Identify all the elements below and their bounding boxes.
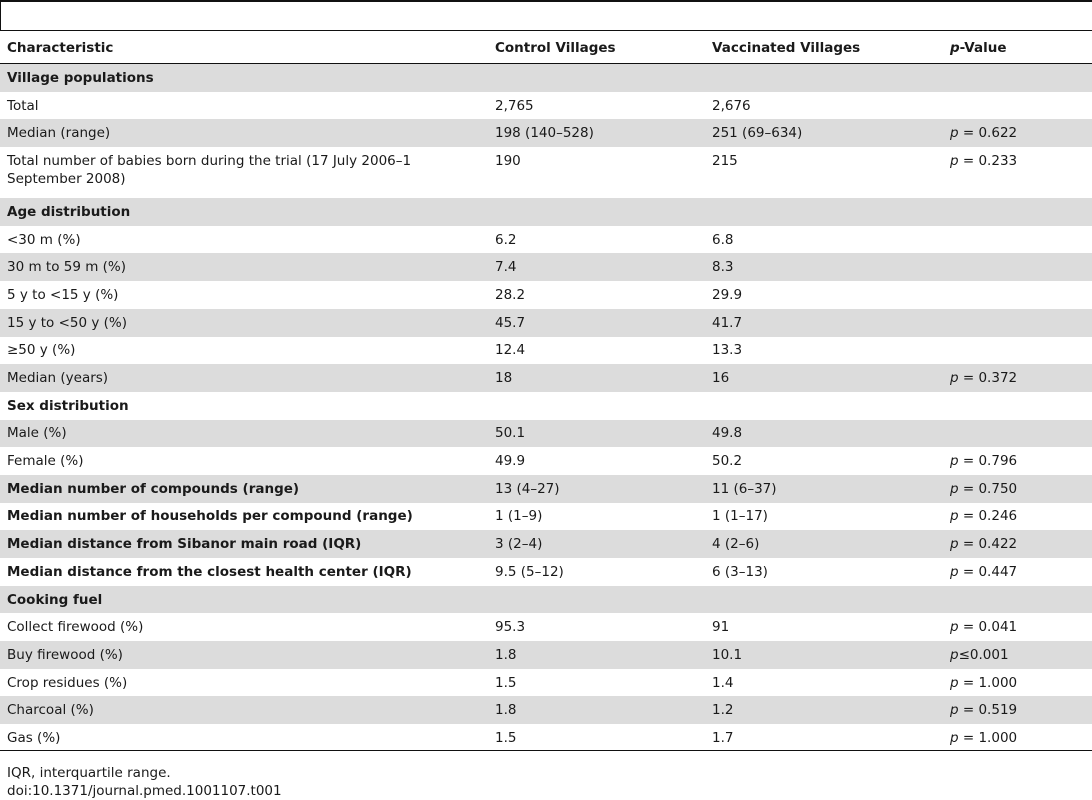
control-cell: 95.3 xyxy=(495,619,526,636)
p-value-cell: p = 0.246 xyxy=(950,508,1018,525)
p-value-cell xyxy=(943,198,1092,226)
table-row xyxy=(0,641,1092,669)
vaccinated-cell: 4 (2–6) xyxy=(705,530,943,558)
control-cell: 1.8 xyxy=(488,696,705,724)
characteristic-cell: Sex distribution xyxy=(7,397,129,414)
table-row xyxy=(0,119,1092,147)
p-value-cell: p = 0.372 xyxy=(943,364,1092,392)
control-cell: 6.2 xyxy=(495,231,517,248)
top-rule xyxy=(0,0,1092,2)
vaccinated-cell: 6 (3–13) xyxy=(712,563,768,580)
vaccinated-cell xyxy=(705,392,943,420)
vaccinated-cell: 1 (1–17) xyxy=(712,508,768,525)
table-row xyxy=(0,530,1092,558)
table-row xyxy=(0,420,1092,448)
characteristic-cell: Median distance from Sibanor main road (IQR) xyxy=(0,530,488,558)
control-cell: 45.7 xyxy=(488,309,705,337)
vaccinated-cell: 2,676 xyxy=(712,97,751,114)
section-row xyxy=(0,64,1092,92)
characteristic-cell: 30 m to 59 m (%) xyxy=(0,253,488,281)
control-cell: 18 xyxy=(488,364,705,392)
vaccinated-cell: 1.7 xyxy=(712,729,734,746)
characteristic-cell: 5 y to <15 y (%) xyxy=(7,286,119,303)
bottom-rule xyxy=(0,750,1092,751)
characteristic-cell: <30 m (%) xyxy=(7,231,81,248)
control-cell xyxy=(488,198,705,226)
p-value-cell: p = 0.750 xyxy=(943,475,1092,503)
table-row xyxy=(0,447,1092,475)
header-top-rule xyxy=(0,30,1092,31)
p-value-cell: p = 1.000 xyxy=(950,729,1018,746)
doi-label: doi:10.1371/journal.pmed.1001107.t001 xyxy=(7,783,282,799)
control-cell: 50.1 xyxy=(488,420,705,448)
p-value-cell: p≤0.001 xyxy=(943,641,1092,669)
control-cell xyxy=(488,392,705,420)
characteristic-cell: Median number of households per compound (range) xyxy=(7,508,413,525)
control-cell: 190 xyxy=(495,153,521,170)
header-control-villages: Control Villages xyxy=(488,33,705,64)
p-value-cell xyxy=(943,64,1092,92)
vaccinated-cell: 1.2 xyxy=(705,696,943,724)
characteristic-cell: Male (%) xyxy=(0,420,488,448)
control-cell xyxy=(488,64,705,92)
p-value-cell xyxy=(943,92,1092,120)
characteristic-cell: Cooking fuel xyxy=(0,586,488,614)
control-cell: 1.5 xyxy=(495,729,517,746)
p-value-cell: p = 0.233 xyxy=(950,153,1018,170)
p-value-cell: p = 0.041 xyxy=(950,619,1018,636)
table-row xyxy=(0,475,1092,503)
table-row xyxy=(0,253,1092,281)
p-value-cell xyxy=(943,337,1092,365)
table-row xyxy=(0,281,1092,309)
p-value-cell: p = 0.422 xyxy=(943,530,1092,558)
characteristic-cell: 15 y to <50 y (%) xyxy=(0,309,488,337)
table-row xyxy=(0,724,1092,752)
p-value-cell xyxy=(943,226,1092,254)
header-characteristic: Characteristic xyxy=(0,33,488,64)
characteristic-cell: Gas (%) xyxy=(7,729,61,746)
section-row xyxy=(0,586,1092,614)
p-value-cell xyxy=(943,586,1092,614)
vaccinated-cell: 8.3 xyxy=(705,253,943,281)
p-value-cell xyxy=(943,309,1092,337)
vaccinated-cell: 10.1 xyxy=(705,641,943,669)
characteristic-cell: Total number of babies born during the trial (17 July 2006–1 September 2008) xyxy=(7,153,412,188)
table-footnote: IQR, interquartile range. xyxy=(7,765,171,781)
characteristic-cell: Total xyxy=(7,97,39,114)
vaccinated-cell: 6.8 xyxy=(712,231,734,248)
vaccinated-cell: 215 xyxy=(712,153,738,170)
control-cell: 28.2 xyxy=(495,286,526,303)
table-row xyxy=(0,613,1092,641)
table-row xyxy=(0,226,1092,254)
characteristic-cell: Charcoal (%) xyxy=(0,696,488,724)
p-value-cell xyxy=(943,281,1092,309)
vaccinated-cell xyxy=(705,198,943,226)
p-value-cell: p = 0.622 xyxy=(943,119,1092,147)
characteristic-cell: Collect firewood (%) xyxy=(7,619,144,636)
table-body xyxy=(0,64,1092,752)
control-cell: 198 (140–528) xyxy=(488,119,705,147)
vaccinated-cell: 49.8 xyxy=(705,420,943,448)
p-value-cell: p = 0.519 xyxy=(943,696,1092,724)
control-cell: 1 (1–9) xyxy=(495,508,543,525)
vaccinated-cell xyxy=(705,64,943,92)
control-cell: 13 (4–27) xyxy=(488,475,705,503)
characteristic-cell: Female (%) xyxy=(7,453,84,470)
header-row xyxy=(0,33,1092,64)
characteristics-table xyxy=(0,33,1092,752)
header-p-value: p-Value xyxy=(943,33,1092,64)
vaccinated-cell: 50.2 xyxy=(712,453,743,470)
vaccinated-cell: 29.9 xyxy=(712,286,743,303)
control-cell: 12.4 xyxy=(495,342,526,359)
control-cell xyxy=(488,586,705,614)
vaccinated-cell: 41.7 xyxy=(705,309,943,337)
characteristic-cell: Age distribution xyxy=(0,198,488,226)
control-cell: 3 (2–4) xyxy=(488,530,705,558)
characteristic-cell: Buy firewood (%) xyxy=(0,641,488,669)
table-row xyxy=(0,558,1092,586)
characteristic-cell: Median number of compounds (range) xyxy=(0,475,488,503)
characteristic-cell: Crop residues (%) xyxy=(7,674,128,691)
characteristic-cell: Village populations xyxy=(0,64,488,92)
vaccinated-cell: 1.4 xyxy=(712,674,734,691)
control-cell: 49.9 xyxy=(495,453,526,470)
vaccinated-cell: 251 (69–634) xyxy=(705,119,943,147)
characteristic-cell: Median (range) xyxy=(0,119,488,147)
section-row xyxy=(0,392,1092,420)
table-row xyxy=(0,503,1092,531)
control-cell: 7.4 xyxy=(488,253,705,281)
characteristic-cell: Median distance from the closest health center (IQR) xyxy=(7,563,412,580)
control-cell: 1.8 xyxy=(488,641,705,669)
p-value-cell: p = 1.000 xyxy=(950,674,1018,691)
control-cell: 9.5 (5–12) xyxy=(495,563,564,580)
table-row xyxy=(0,92,1092,120)
vaccinated-cell xyxy=(705,586,943,614)
control-cell: 2,765 xyxy=(495,97,534,114)
vaccinated-cell: 91 xyxy=(712,619,730,636)
table-row xyxy=(0,669,1092,697)
control-cell: 1.5 xyxy=(495,674,517,691)
section-row xyxy=(0,198,1092,226)
characteristic-cell: Median (years) xyxy=(0,364,488,392)
characteristic-cell: ≥50 y (%) xyxy=(7,342,76,359)
p-value-cell: p = 0.796 xyxy=(950,453,1018,470)
vaccinated-cell: 11 (6–37) xyxy=(705,475,943,503)
table-row xyxy=(0,147,1092,198)
vaccinated-cell: 13.3 xyxy=(712,342,743,359)
p-value-cell: p = 0.447 xyxy=(950,563,1018,580)
p-value-cell xyxy=(943,392,1092,420)
header-vaccinated-villages: Vaccinated Villages xyxy=(705,33,943,64)
table-row xyxy=(0,337,1092,365)
table-row xyxy=(0,364,1092,392)
left-border xyxy=(0,0,1,30)
table-row xyxy=(0,696,1092,724)
table-row xyxy=(0,309,1092,337)
p-value-cell xyxy=(943,253,1092,281)
vaccinated-cell: 16 xyxy=(705,364,943,392)
p-value-cell xyxy=(943,420,1092,448)
